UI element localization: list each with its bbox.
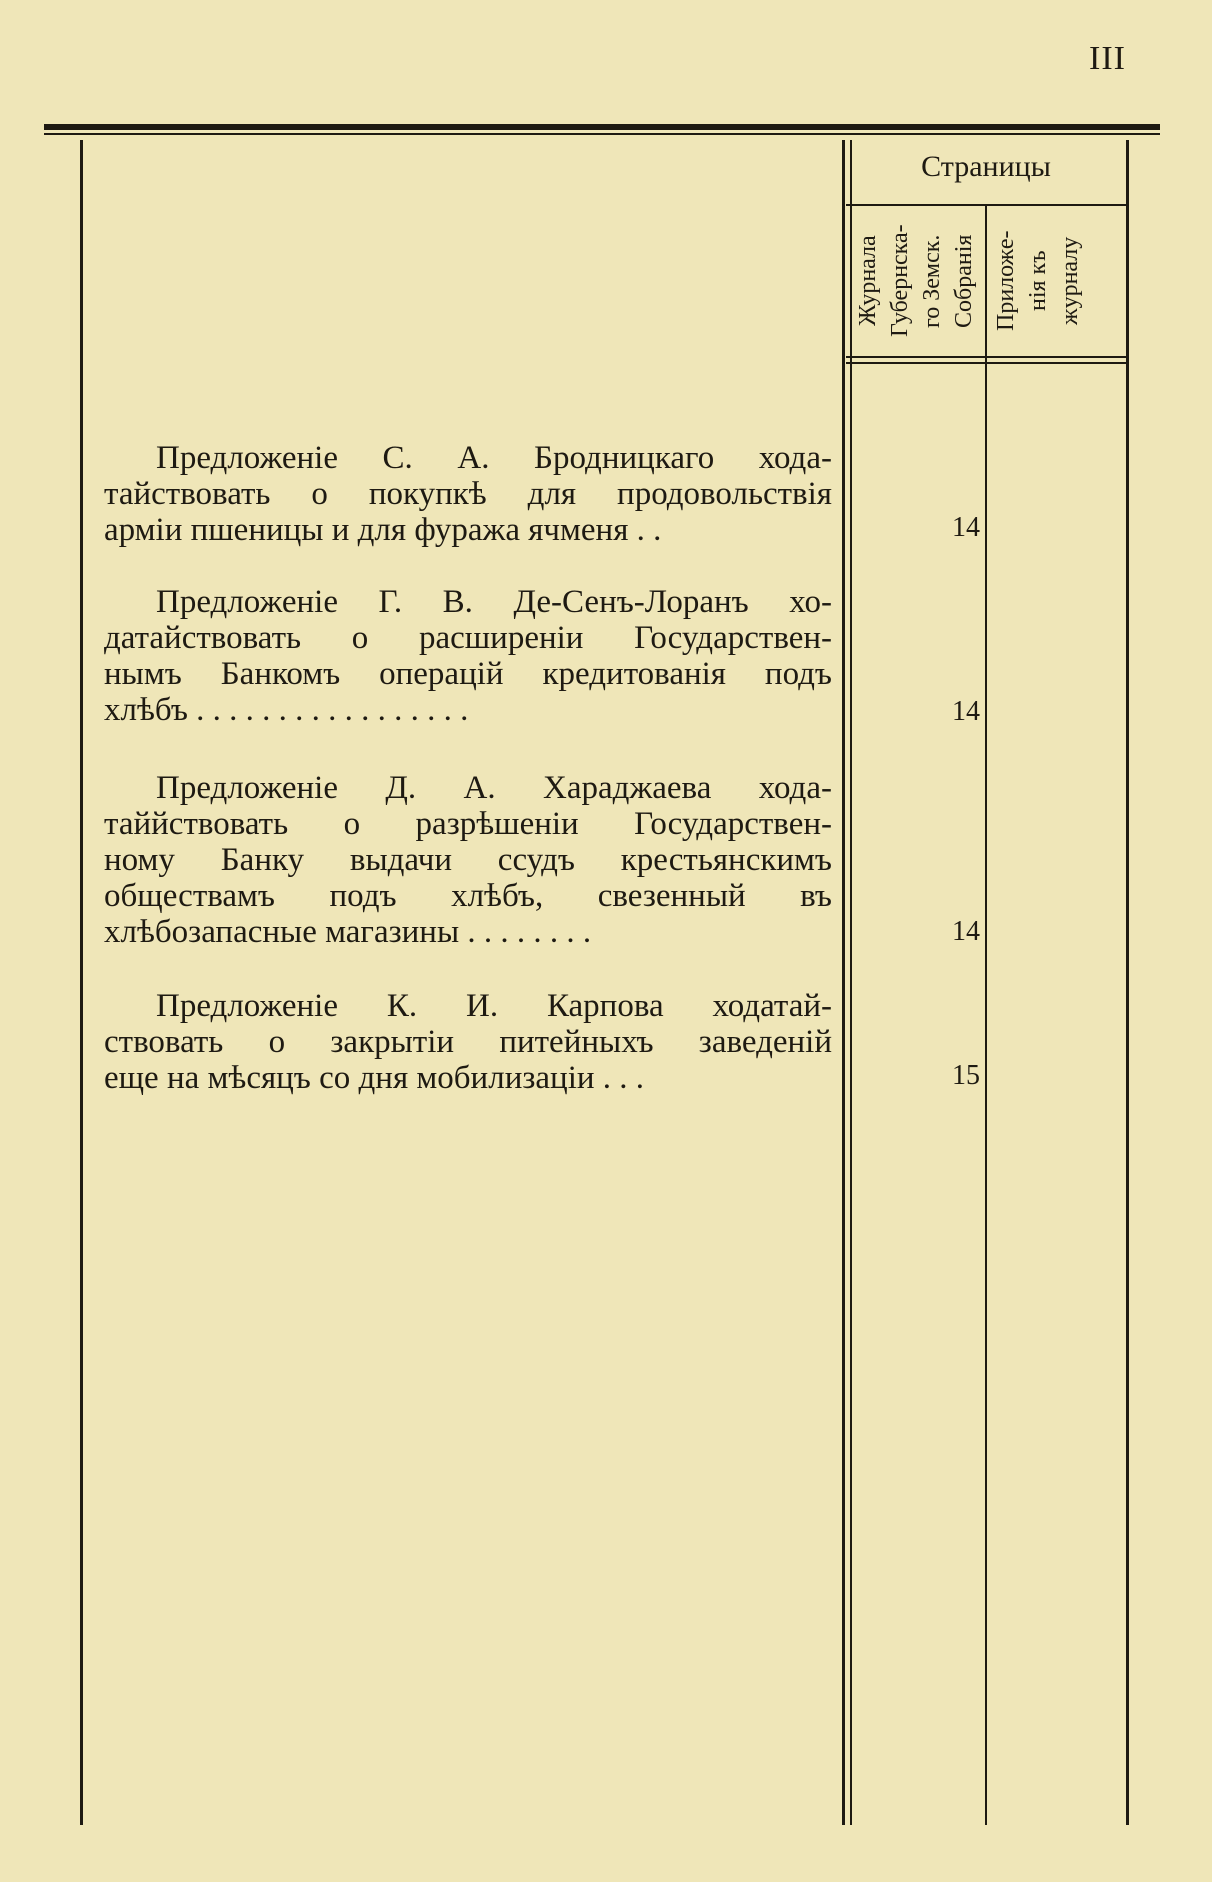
header-bottom-rule: [846, 356, 1126, 358]
entry-line: Предложеніе Д. А. Хараджаева хода-: [156, 770, 832, 806]
pages-header-underline: [846, 204, 1126, 206]
entry-line: Предложеніе К. И. Карпова ходатай-: [156, 988, 832, 1024]
entry-2: [104, 584, 832, 728]
entry-2-page: 14: [952, 696, 980, 727]
text-column-divider-inner: [850, 140, 852, 1825]
top-rule-thin: [44, 133, 1160, 135]
entry-line: еще на мѣсяцъ со дня мобилизаціи . . .: [104, 1060, 645, 1096]
entry-line: обществамъ подъ хлѣбъ, свезенный въ: [104, 878, 832, 914]
entry-line: арміи пшеницы и для фуража ячменя . .: [104, 512, 662, 548]
left-border: [80, 140, 83, 1825]
entry-line: нымъ Банкомъ операцій кредитованія подъ: [104, 656, 832, 692]
entry-line: ствовать о закрытіи питейныхъ заведеній: [104, 1024, 832, 1060]
entry-1: [104, 440, 832, 548]
entry-line: ному Банку выдачи ссудъ крестьянскимъ: [104, 842, 832, 878]
text-column-divider: [842, 140, 845, 1825]
entry-line: тайствовать о покупкѣ для продовольствія: [104, 476, 832, 512]
entry-3: [104, 770, 832, 950]
pages-header: Страницы: [921, 150, 1051, 183]
entry-line: хлѣбозапасные магазины . . . . . . . .: [104, 914, 592, 950]
entry-3-page: 14: [952, 916, 980, 947]
pages-column-divider: [985, 206, 987, 1825]
entry-line: датайствовать о расширеніи Государствен-: [104, 620, 832, 656]
right-border: [1126, 140, 1129, 1825]
header-bottom-rule-2: [846, 362, 1126, 364]
entry-line: Предложеніе С. А. Бродницкаго хода-: [156, 440, 832, 476]
appendix-column-label: Приложе- нія къ журналу: [993, 230, 1083, 332]
entry-line: Предложеніе Г. В. Де-Сенъ-Лоранъ хо-: [156, 584, 832, 620]
entry-1-page: 14: [952, 512, 980, 543]
entry-4-page: 15: [952, 1060, 980, 1091]
entry-line: хлѣбъ . . . . . . . . . . . . . . . . .: [104, 692, 469, 728]
entry-line: таййствовать о разрѣшеніи Государствен-: [104, 806, 832, 842]
entry-4: [104, 988, 832, 1096]
top-rule: [44, 124, 1160, 130]
page-number: III: [1089, 40, 1126, 77]
journal-column-label: Журнала Губернска- го Земск. Собранія: [855, 224, 977, 338]
